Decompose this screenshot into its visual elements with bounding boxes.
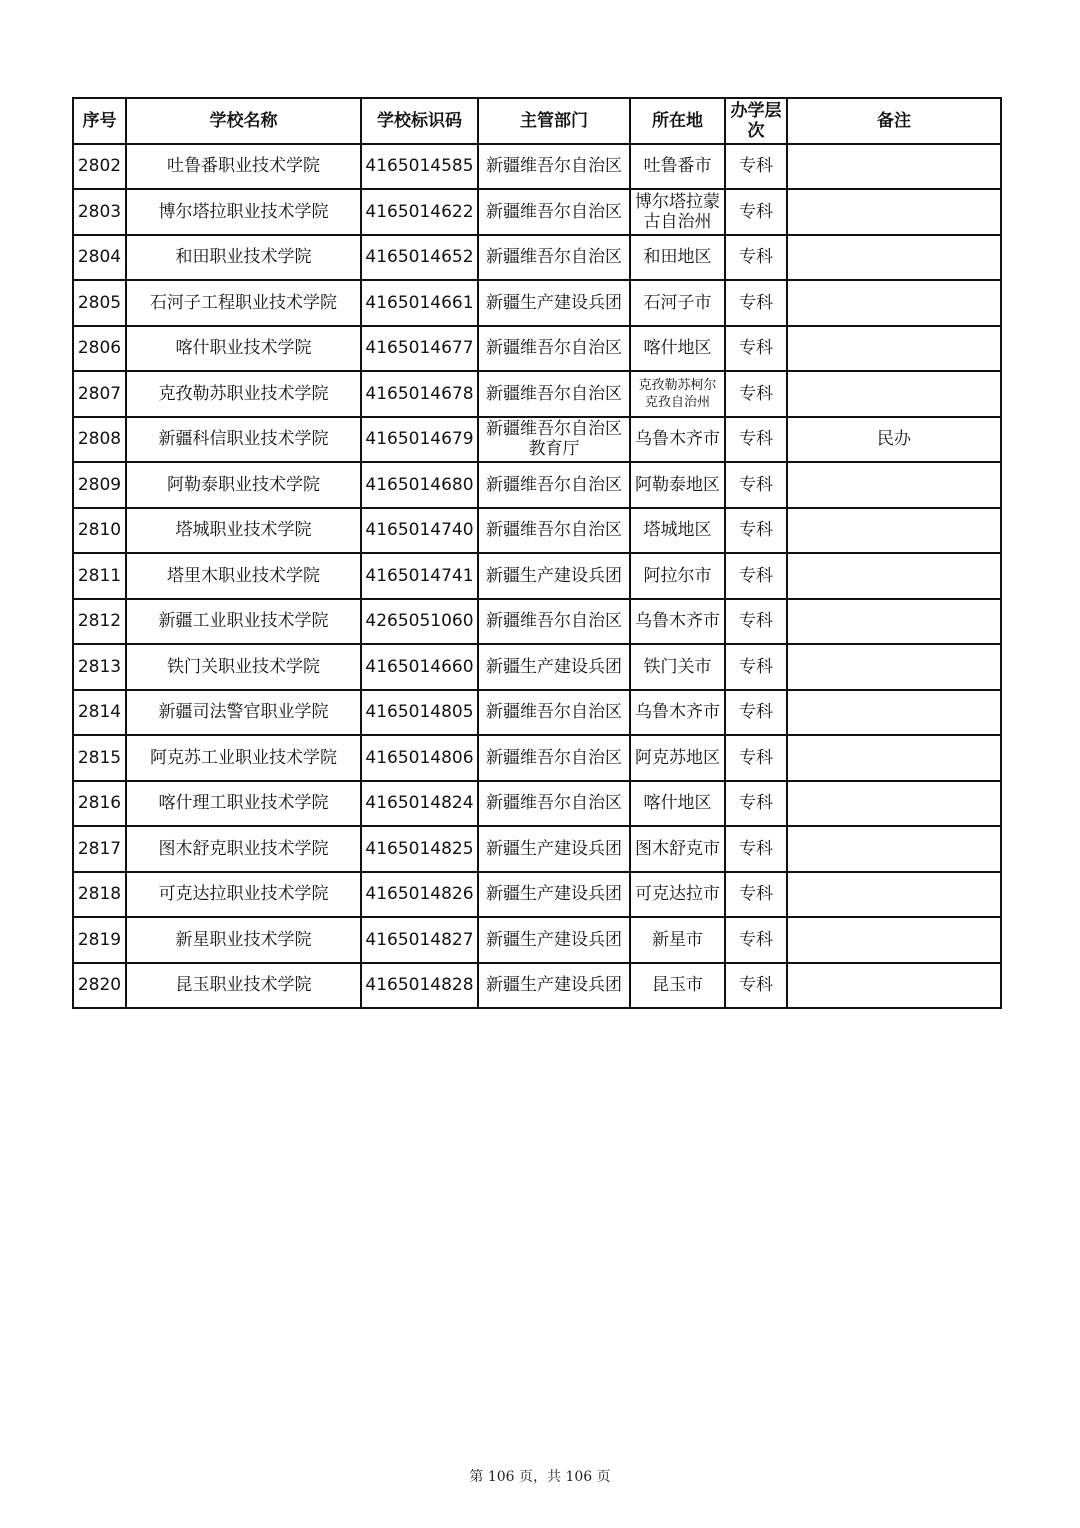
location-cell: 新星市 bbox=[630, 917, 725, 963]
remark-cell bbox=[787, 280, 1001, 326]
school-name-cell: 和田职业技术学院 bbox=[126, 235, 361, 281]
table-row bbox=[73, 826, 1001, 872]
level-cell: 专科 bbox=[725, 644, 787, 690]
school-name-cell: 喀什职业技术学院 bbox=[126, 326, 361, 372]
table-row bbox=[73, 553, 1001, 599]
index-cell: 2816 bbox=[73, 781, 126, 827]
location-cell: 乌鲁木齐市 bbox=[630, 417, 725, 463]
school-code-cell: 4165014660 bbox=[361, 644, 478, 690]
location-cell: 阿拉尔市 bbox=[630, 553, 725, 599]
school-code-cell: 4165014652 bbox=[361, 235, 478, 281]
page-footer: 第 106 页，共 106 页 bbox=[469, 1469, 611, 1485]
level-cell: 专科 bbox=[725, 189, 787, 235]
school-name-cell: 新疆司法警官职业学院 bbox=[126, 690, 361, 736]
remark-cell bbox=[787, 690, 1001, 736]
department-cell: 新疆维吾尔自治区 bbox=[478, 599, 630, 645]
index-cell: 2810 bbox=[73, 508, 126, 554]
table-row bbox=[73, 690, 1001, 736]
remark-cell bbox=[787, 599, 1001, 645]
index-cell: 2819 bbox=[73, 917, 126, 963]
school-name-cell: 新星职业技术学院 bbox=[126, 917, 361, 963]
school-name-cell: 铁门关职业技术学院 bbox=[126, 644, 361, 690]
remark-cell bbox=[787, 781, 1001, 827]
level-cell: 专科 bbox=[725, 599, 787, 645]
department-cell: 新疆生产建设兵团 bbox=[478, 280, 630, 326]
index-cell: 2820 bbox=[73, 963, 126, 1009]
table-row bbox=[73, 326, 1001, 372]
department-cell: 新疆维吾尔自治区 bbox=[478, 781, 630, 827]
header-location: 所在地 bbox=[630, 98, 725, 144]
department-cell: 新疆生产建设兵团 bbox=[478, 644, 630, 690]
school-code-cell: 4165014825 bbox=[361, 826, 478, 872]
department-cell: 新疆维吾尔自治区教育厅 bbox=[478, 417, 630, 463]
school-name-cell: 吐鲁番职业技术学院 bbox=[126, 144, 361, 190]
location-cell: 和田地区 bbox=[630, 235, 725, 281]
index-cell: 2805 bbox=[73, 280, 126, 326]
school-code-cell: 4165014806 bbox=[361, 735, 478, 781]
index-cell: 2809 bbox=[73, 462, 126, 508]
level-cell: 专科 bbox=[725, 235, 787, 281]
remark-cell bbox=[787, 508, 1001, 554]
school-code-cell: 4165014741 bbox=[361, 553, 478, 599]
location-cell: 喀什地区 bbox=[630, 326, 725, 372]
remark-cell bbox=[787, 553, 1001, 599]
table-row bbox=[73, 508, 1001, 554]
department-cell: 新疆维吾尔自治区 bbox=[478, 371, 630, 417]
school-name-cell: 昆玉职业技术学院 bbox=[126, 963, 361, 1009]
school-code-cell: 4165014622 bbox=[361, 189, 478, 235]
level-cell: 专科 bbox=[725, 781, 787, 827]
school-code-cell: 4265051060 bbox=[361, 599, 478, 645]
remark-cell bbox=[787, 189, 1001, 235]
department-cell: 新疆生产建设兵团 bbox=[478, 826, 630, 872]
level-cell: 专科 bbox=[725, 144, 787, 190]
school-code-cell: 4165014828 bbox=[361, 963, 478, 1009]
location-cell: 塔城地区 bbox=[630, 508, 725, 554]
header-school-name: 学校名称 bbox=[126, 98, 361, 144]
location-cell: 吐鲁番市 bbox=[630, 144, 725, 190]
header-school-code: 学校标识码 bbox=[361, 98, 478, 144]
department-cell: 新疆维吾尔自治区 bbox=[478, 189, 630, 235]
level-cell: 专科 bbox=[725, 371, 787, 417]
table-row bbox=[73, 917, 1001, 963]
location-cell: 乌鲁木齐市 bbox=[630, 690, 725, 736]
school-code-cell: 4165014805 bbox=[361, 690, 478, 736]
department-cell: 新疆维吾尔自治区 bbox=[478, 326, 630, 372]
school-code-cell: 4165014827 bbox=[361, 917, 478, 963]
remark-cell bbox=[787, 462, 1001, 508]
location-cell: 克孜勒苏柯尔克孜自治州 bbox=[630, 371, 725, 417]
department-cell: 新疆维吾尔自治区 bbox=[478, 144, 630, 190]
index-cell: 2803 bbox=[73, 189, 126, 235]
school-name-cell: 克孜勒苏职业技术学院 bbox=[126, 371, 361, 417]
school-name-cell: 喀什理工职业技术学院 bbox=[126, 781, 361, 827]
remark-cell bbox=[787, 735, 1001, 781]
level-cell: 专科 bbox=[725, 826, 787, 872]
index-cell: 2806 bbox=[73, 326, 126, 372]
department-cell: 新疆维吾尔自治区 bbox=[478, 735, 630, 781]
school-name-cell: 阿勒泰职业技术学院 bbox=[126, 462, 361, 508]
location-cell: 图木舒克市 bbox=[630, 826, 725, 872]
location-cell: 喀什地区 bbox=[630, 781, 725, 827]
remark-cell bbox=[787, 963, 1001, 1009]
remark-cell bbox=[787, 826, 1001, 872]
index-cell: 2811 bbox=[73, 553, 126, 599]
table-row bbox=[73, 144, 1001, 190]
school-code-cell: 4165014826 bbox=[361, 872, 478, 918]
index-cell: 2815 bbox=[73, 735, 126, 781]
school-name-cell: 博尔塔拉职业技术学院 bbox=[126, 189, 361, 235]
table-row bbox=[73, 735, 1001, 781]
index-cell: 2814 bbox=[73, 690, 126, 736]
school-list-table bbox=[72, 97, 1002, 1009]
location-cell: 阿勒泰地区 bbox=[630, 462, 725, 508]
department-cell: 新疆维吾尔自治区 bbox=[478, 462, 630, 508]
table-row bbox=[73, 280, 1001, 326]
location-cell: 可克达拉市 bbox=[630, 872, 725, 918]
remark-cell bbox=[787, 917, 1001, 963]
level-cell: 专科 bbox=[725, 963, 787, 1009]
table-row bbox=[73, 872, 1001, 918]
school-name-cell: 图木舒克职业技术学院 bbox=[126, 826, 361, 872]
department-cell: 新疆生产建设兵团 bbox=[478, 553, 630, 599]
header-remark: 备注 bbox=[787, 98, 1001, 144]
index-cell: 2802 bbox=[73, 144, 126, 190]
index-cell: 2812 bbox=[73, 599, 126, 645]
level-cell: 专科 bbox=[725, 917, 787, 963]
table-row bbox=[73, 781, 1001, 827]
school-name-cell: 新疆科信职业技术学院 bbox=[126, 417, 361, 463]
school-code-cell: 4165014824 bbox=[361, 781, 478, 827]
remark-cell bbox=[787, 371, 1001, 417]
header-department: 主管部门 bbox=[478, 98, 630, 144]
school-code-cell: 4165014680 bbox=[361, 462, 478, 508]
department-cell: 新疆生产建设兵团 bbox=[478, 963, 630, 1009]
school-code-cell: 4165014678 bbox=[361, 371, 478, 417]
location-cell: 阿克苏地区 bbox=[630, 735, 725, 781]
location-cell: 铁门关市 bbox=[630, 644, 725, 690]
table-row bbox=[73, 371, 1001, 417]
level-cell: 专科 bbox=[725, 462, 787, 508]
school-name-cell: 塔城职业技术学院 bbox=[126, 508, 361, 554]
index-cell: 2804 bbox=[73, 235, 126, 281]
header-index: 序号 bbox=[73, 98, 126, 144]
table-row bbox=[73, 462, 1001, 508]
school-name-cell: 新疆工业职业技术学院 bbox=[126, 599, 361, 645]
school-name-cell: 可克达拉职业技术学院 bbox=[126, 872, 361, 918]
index-cell: 2807 bbox=[73, 371, 126, 417]
location-cell: 石河子市 bbox=[630, 280, 725, 326]
table-header-row bbox=[73, 98, 1001, 144]
table-row bbox=[73, 417, 1001, 463]
level-cell: 专科 bbox=[725, 417, 787, 463]
school-code-cell: 4165014679 bbox=[361, 417, 478, 463]
table-row bbox=[73, 644, 1001, 690]
remark-cell: 民办 bbox=[787, 417, 1001, 463]
school-code-cell: 4165014585 bbox=[361, 144, 478, 190]
department-cell: 新疆生产建设兵团 bbox=[478, 872, 630, 918]
school-code-cell: 4165014677 bbox=[361, 326, 478, 372]
department-cell: 新疆维吾尔自治区 bbox=[478, 690, 630, 736]
level-cell: 专科 bbox=[725, 553, 787, 599]
level-cell: 专科 bbox=[725, 690, 787, 736]
school-list-table-container bbox=[72, 97, 1000, 1009]
level-cell: 专科 bbox=[725, 735, 787, 781]
school-name-cell: 阿克苏工业职业技术学院 bbox=[126, 735, 361, 781]
location-cell: 乌鲁木齐市 bbox=[630, 599, 725, 645]
school-name-cell: 塔里木职业技术学院 bbox=[126, 553, 361, 599]
table-row bbox=[73, 963, 1001, 1009]
department-cell: 新疆维吾尔自治区 bbox=[478, 508, 630, 554]
index-cell: 2818 bbox=[73, 872, 126, 918]
remark-cell bbox=[787, 144, 1001, 190]
table-row bbox=[73, 599, 1001, 645]
index-cell: 2817 bbox=[73, 826, 126, 872]
level-cell: 专科 bbox=[725, 280, 787, 326]
department-cell: 新疆维吾尔自治区 bbox=[478, 235, 630, 281]
school-code-cell: 4165014740 bbox=[361, 508, 478, 554]
index-cell: 2808 bbox=[73, 417, 126, 463]
school-name-cell: 石河子工程职业技术学院 bbox=[126, 280, 361, 326]
remark-cell bbox=[787, 326, 1001, 372]
remark-cell bbox=[787, 644, 1001, 690]
level-cell: 专科 bbox=[725, 326, 787, 372]
school-code-cell: 4165014661 bbox=[361, 280, 478, 326]
table-row bbox=[73, 189, 1001, 235]
remark-cell bbox=[787, 872, 1001, 918]
table-row bbox=[73, 235, 1001, 281]
remark-cell bbox=[787, 235, 1001, 281]
header-level: 办学层次 bbox=[725, 98, 787, 144]
level-cell: 专科 bbox=[725, 872, 787, 918]
level-cell: 专科 bbox=[725, 508, 787, 554]
location-cell: 博尔塔拉蒙古自治州 bbox=[630, 189, 725, 235]
index-cell: 2813 bbox=[73, 644, 126, 690]
table-body bbox=[73, 144, 1001, 1009]
department-cell: 新疆生产建设兵团 bbox=[478, 917, 630, 963]
location-cell: 昆玉市 bbox=[630, 963, 725, 1009]
